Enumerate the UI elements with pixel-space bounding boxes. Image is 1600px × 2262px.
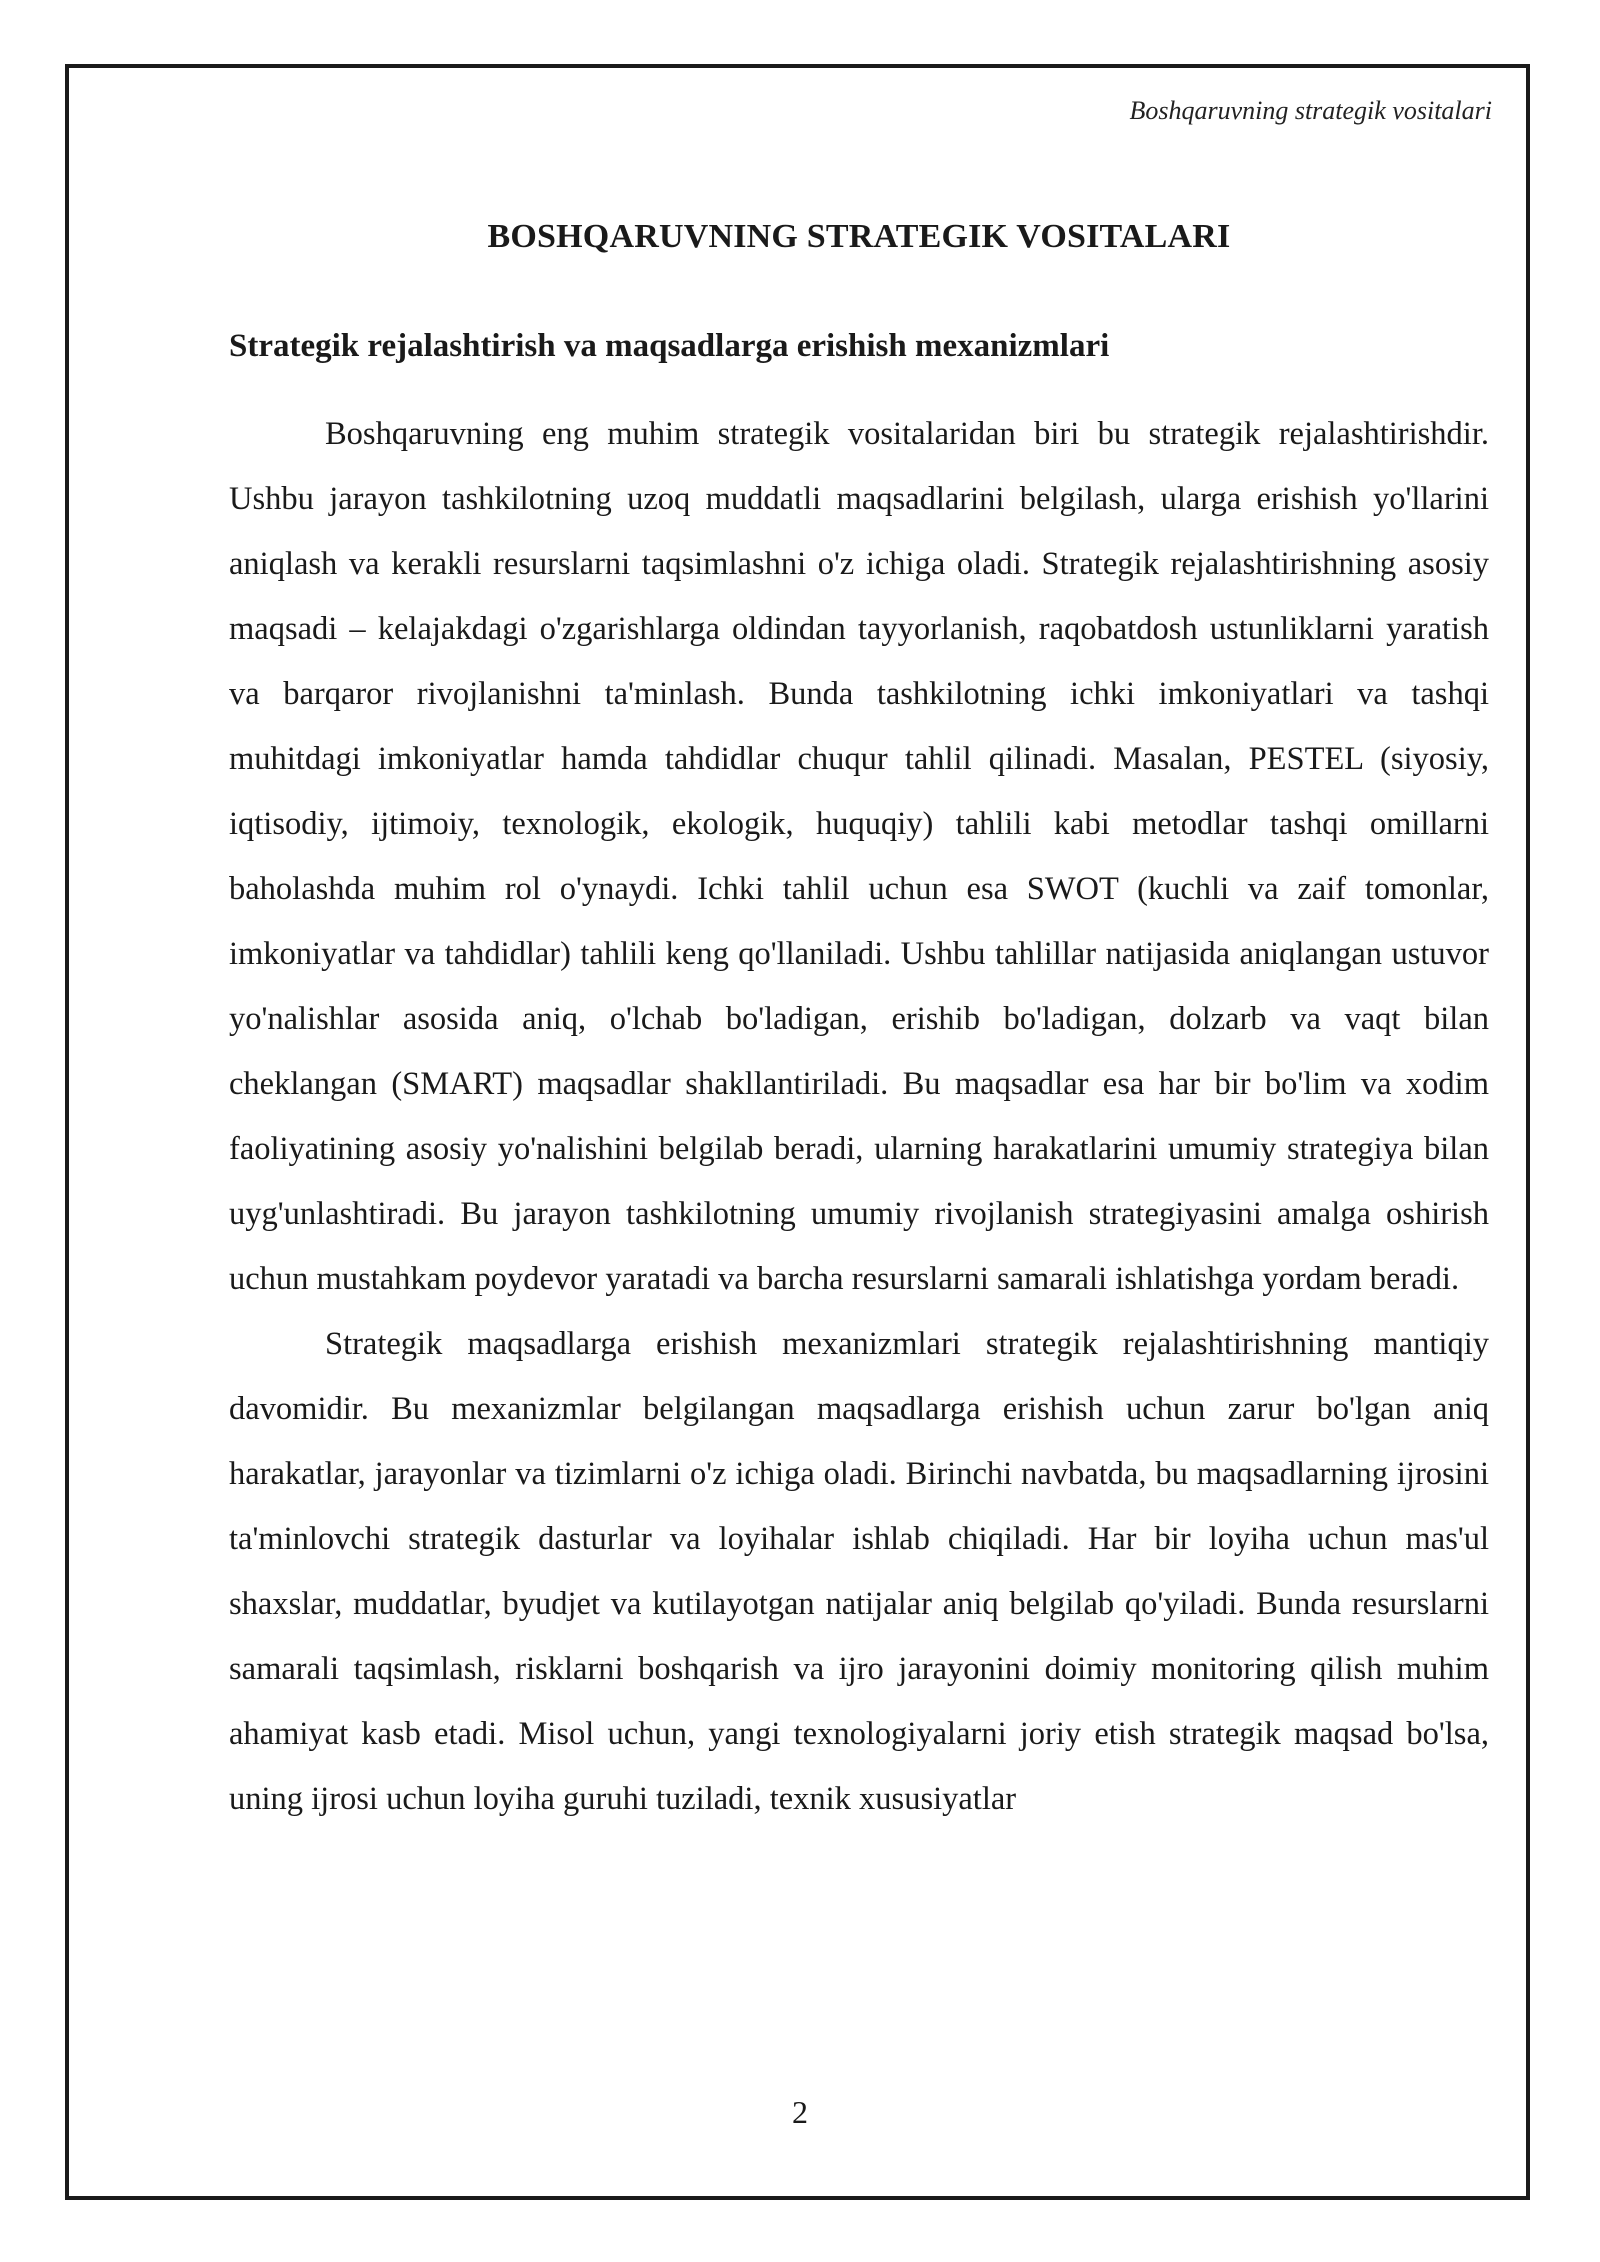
section-heading: Strategik rejalashtirish va maqsadlarga erishish mexanizmlari (229, 328, 1110, 364)
paragraph-1: Boshqaruvning eng muhim strategik vositalaridan biri bu strategik rejalashtirishdir. Ushbu jarayon tashkilotning uzoq muddatli maqsadlarini belgilash, ularga erishish yo'llarini aniqlash va kerakli resurslarni taqsimlashni o'z ichiga oladi. Strategik rejalashtirishning asosiy maqsadi – kelajakdagi o'zgarishlarga oldindan tayyorlanish, raqobatdosh ustunliklarni yaratish va barqaror rivojlanishni ta'minlash. Bunda tashkilotning ichki imkoniyatlari va tashqi muhitdagi imkoniyatlar hamda tahdidlar chuqur tahlil qilinadi. Masalan, PESTEL (siyosiy, iqtisodiy, ijtimoiy, texnologik, ekologik, huquqiy) tahlili kabi metodlar tashqi omillarni baholashda muhim rol o'ynaydi. Ichki tahlil uchun esa SWOT (kuchli va zaif tomonlar, imkoniyatlar va tahdidlar) tahlili keng qo'llaniladi. Ushbu tahlillar natijasida aniqlangan ustuvor yo'nalishlar asosida aniq, o'lchab bo'ladigan, erishib bo'ladigan, dolzarb va vaqt bilan cheklangan (SMART) maqsadlar shakllantiriladi. Bu maqsadlar esa har bir bo'lim va xodim faoliyatining asosiy yo'nalishini belgilab beradi, ularning harakatlarini umumiy strategiya bilan uyg'unlashtiradi. Bu jarayon tashkilotning umumiy rivojlanish strategiyasini amalga oshirish uchun mustahkam poydevor yaratadi va barcha resurslarni samarali ishlatishga yordam beradi. (229, 416, 1489, 1297)
paragraph-2: Strategik maqsadlarga erishish mexanizmlari strategik rejalashtirishning mantiqiy davomidir. Bu mexanizmlar belgilangan maqsadlarga erishish uchun zarur bo'lgan aniq harakatlar, jarayonlar va tizimlarni o'z ichiga oladi. Birinchi navbatda, bu maqsadlarning ijrosini ta'minlovchi strategik dasturlar va loyihalar ishlab chiqiladi. Har bir loyiha uchun mas'ul shaxslar, muddatlar, byudjet va kutilayotgan natijalar aniq belgilab qo'yiladi. Bunda resurslarni samarali taqsimlash, risklarni boshqarish va ijro jarayonini doimiy monitoring qilish muhim ahamiyat kasb etadi. Misol uchun, yangi texnologiyalarni joriy etish strategik maqsad bo'lsa, uning ijrosi uchun loyiha guruhi tuziladi, texnik xususiyatlar (229, 1326, 1489, 1817)
page-number: 2 (792, 2094, 808, 2130)
body-text (229, 402, 1489, 1832)
document-title: BOSHQARUVNING STRATEGIK VOSITALARI (487, 218, 1231, 255)
running-header: Boshqaruvning strategik vositalari (1129, 96, 1492, 125)
